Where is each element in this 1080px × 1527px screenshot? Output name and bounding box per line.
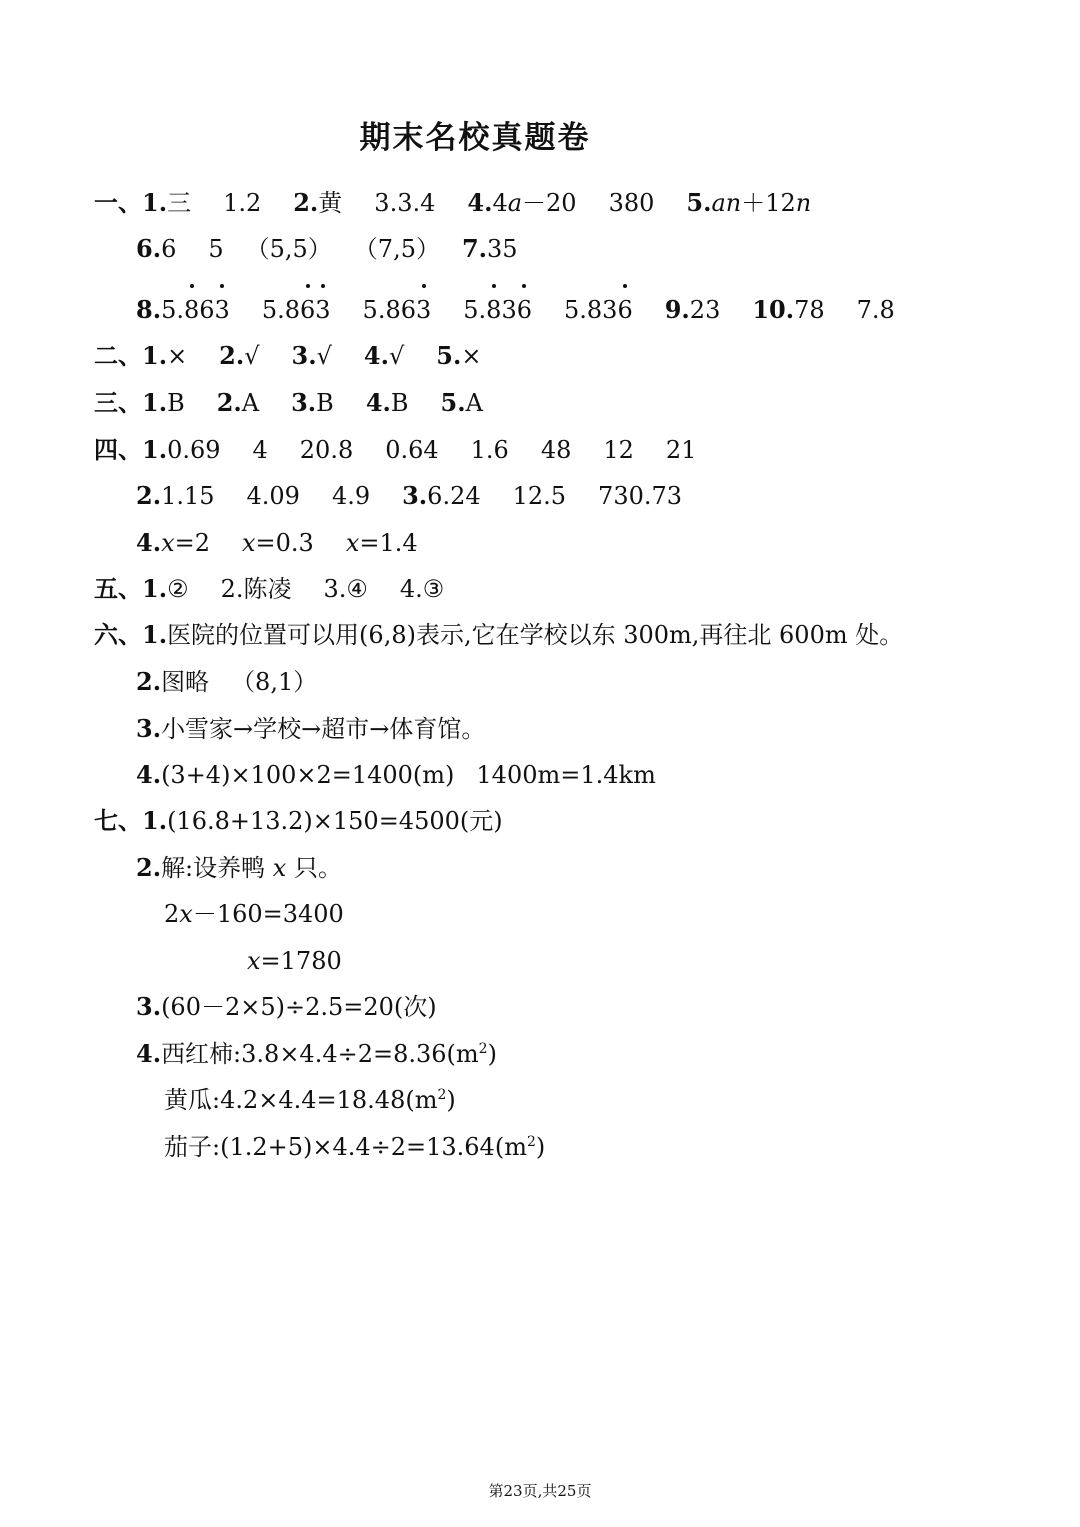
answer: (3+4)×100×2=1400(m) bbox=[161, 761, 455, 789]
q-number: 8. bbox=[136, 295, 162, 324]
answer: 3.④ bbox=[323, 575, 368, 603]
dotted-digit: 8 bbox=[183, 296, 200, 324]
answer: 4 bbox=[492, 189, 508, 217]
section-label: 三、 bbox=[94, 389, 142, 417]
answer: （8,1） bbox=[231, 668, 318, 696]
answer: 小雪家→学校→超市→体育馆。 bbox=[161, 715, 486, 743]
answer: 图略 bbox=[161, 668, 210, 696]
answer-line-6-2 bbox=[136, 666, 317, 698]
answer-line-7-2 bbox=[136, 852, 342, 884]
answer: 5 bbox=[208, 235, 224, 263]
answer: 730.73 bbox=[598, 482, 683, 510]
dotted-digit: 6 bbox=[617, 296, 633, 324]
superscript: 2 bbox=[437, 1087, 447, 1103]
answer-part: 5. bbox=[463, 296, 487, 324]
q-number: 7. bbox=[461, 234, 488, 263]
variable: x bbox=[242, 529, 256, 557]
answer: －20 bbox=[522, 189, 577, 217]
answer-line-4-2 bbox=[136, 480, 682, 512]
answer: 三 bbox=[167, 189, 192, 217]
answer: 4 bbox=[252, 436, 268, 464]
answer-part: 5.8 bbox=[261, 296, 300, 324]
answer: (16.8+13.2)×150=4500(元) bbox=[167, 807, 503, 835]
q-number: 10. bbox=[752, 295, 795, 324]
answer: A bbox=[465, 389, 483, 417]
q-number: 3. bbox=[291, 341, 317, 370]
answer: 4.9 bbox=[331, 482, 371, 510]
answer: 只。 bbox=[293, 854, 342, 882]
q-number: 4. bbox=[136, 760, 162, 789]
answer-line-7-6 bbox=[136, 1038, 497, 1070]
superscript: 2 bbox=[526, 1134, 536, 1150]
answer: ) bbox=[487, 1040, 497, 1068]
section-label: 二、 bbox=[94, 342, 142, 370]
q-number: 5. bbox=[436, 341, 462, 370]
answer: a bbox=[507, 189, 523, 217]
answer: √ bbox=[244, 342, 260, 370]
superscript: 2 bbox=[478, 1041, 488, 1057]
q-number: 6. bbox=[136, 234, 162, 263]
variable: x bbox=[179, 900, 193, 928]
answer: 12.5 bbox=[512, 482, 567, 510]
answer-line-7-4 bbox=[247, 945, 342, 977]
answer: ) bbox=[535, 1133, 546, 1161]
answer-line-7-1 bbox=[94, 805, 503, 837]
answer-part: 5.83 bbox=[564, 296, 618, 324]
answer: （5,5） bbox=[245, 235, 332, 263]
answer-line-6-4 bbox=[136, 759, 656, 791]
answer: 0.69 bbox=[167, 436, 221, 464]
answer: √ bbox=[388, 342, 405, 370]
answer: ② bbox=[167, 575, 189, 603]
answer: B bbox=[316, 389, 334, 417]
q-number: 4. bbox=[363, 341, 389, 370]
answer: 78 bbox=[794, 296, 825, 324]
q-number: 2. bbox=[136, 853, 162, 882]
answer-line-1-1 bbox=[94, 187, 811, 219]
variable: x bbox=[345, 529, 360, 557]
answer-line-6-3 bbox=[136, 713, 485, 745]
answer: 6 bbox=[161, 235, 177, 263]
q-number: 1. bbox=[142, 341, 168, 370]
dotted-digit: 6 bbox=[299, 296, 316, 324]
answer: × bbox=[461, 342, 482, 370]
answer: 2 bbox=[164, 900, 180, 928]
answer: =2 bbox=[174, 529, 210, 557]
answer: （7,5） bbox=[353, 235, 440, 263]
section-label: 七、 bbox=[94, 807, 142, 835]
q-number: 4. bbox=[365, 388, 391, 417]
answer-line-3 bbox=[94, 387, 483, 419]
q-number: 3. bbox=[291, 388, 317, 417]
variable: x bbox=[272, 854, 287, 882]
answer-line-1-3 bbox=[136, 294, 895, 326]
q-number: 1. bbox=[142, 388, 168, 417]
answer: 1400m=1.4km bbox=[476, 761, 656, 789]
answer: =1780 bbox=[260, 947, 342, 975]
q-number: 3. bbox=[136, 992, 162, 1021]
answer-line-6-1 bbox=[94, 619, 903, 651]
q-number: 2. bbox=[219, 341, 245, 370]
answer: 西红柿:3.8×4.4÷2=8.36(m bbox=[161, 1040, 479, 1068]
answer: 48 bbox=[540, 436, 572, 464]
page-footer: 第23页,共25页 bbox=[488, 1482, 592, 1500]
answer: 1.6 bbox=[470, 436, 509, 464]
answer-part: 5. bbox=[161, 296, 184, 324]
q-number: 1. bbox=[142, 806, 168, 835]
answer: 解:设养鸭 bbox=[161, 854, 266, 882]
q-number: 1. bbox=[142, 435, 168, 464]
answer: 黄瓜:4.2×4.4=18.48(m bbox=[164, 1086, 438, 1114]
answer-line-2 bbox=[94, 340, 481, 372]
answer-line-7-7 bbox=[164, 1084, 456, 1116]
answer: B bbox=[390, 389, 409, 417]
answer: n bbox=[795, 189, 812, 217]
answer: 6.24 bbox=[427, 482, 481, 510]
answer-line-4-3 bbox=[136, 527, 418, 559]
dotted-digit: 8 bbox=[486, 296, 502, 324]
answer-line-4-1 bbox=[94, 434, 696, 466]
answer: 4.09 bbox=[246, 482, 300, 510]
answer: 380 bbox=[608, 189, 655, 217]
dotted-digit: 3 bbox=[415, 296, 432, 324]
answer: =1.4 bbox=[359, 529, 418, 557]
q-number: 5. bbox=[440, 388, 466, 417]
answer: 23 bbox=[689, 296, 721, 324]
dotted-digit: 6 bbox=[516, 296, 533, 324]
answer: 3.3.4 bbox=[374, 189, 436, 217]
answer-line-7-5 bbox=[136, 991, 437, 1023]
answer-part: 6 bbox=[199, 296, 215, 324]
answer-line-5 bbox=[94, 573, 444, 605]
answer: 21 bbox=[665, 436, 697, 464]
answer-part: 5.86 bbox=[362, 296, 416, 324]
answer: －160=3400 bbox=[192, 900, 344, 928]
answer: 20.8 bbox=[299, 436, 354, 464]
answer: 1.2 bbox=[223, 189, 262, 217]
q-number: 4. bbox=[467, 188, 493, 217]
q-number: 2. bbox=[293, 188, 319, 217]
answer: ) bbox=[446, 1086, 456, 1114]
q-number: 9. bbox=[664, 295, 690, 324]
q-number: 4. bbox=[136, 1039, 162, 1068]
q-number: 4. bbox=[136, 528, 162, 557]
answer: 0.64 bbox=[385, 436, 439, 464]
answer: 1.15 bbox=[161, 482, 215, 510]
answer: =0.3 bbox=[255, 529, 314, 557]
dotted-digit: 3 bbox=[214, 296, 230, 324]
answer: 7.8 bbox=[856, 296, 895, 324]
dotted-digit: 3 bbox=[315, 296, 331, 324]
answer: 黄 bbox=[318, 189, 343, 217]
answer: A bbox=[241, 389, 260, 417]
answer: 医院的位置可以用(6,8)表示,它在学校以东 300m,再往北 600m 处。 bbox=[167, 621, 904, 649]
section-label: 四、 bbox=[94, 436, 142, 464]
answer-part: 3 bbox=[501, 296, 517, 324]
answer: 茄子:(1.2+5)×4.4÷2=13.64(m bbox=[164, 1133, 527, 1161]
section-label: 一、 bbox=[94, 189, 142, 217]
answer-line-1-2 bbox=[136, 233, 518, 265]
answer-line-7-8 bbox=[164, 1131, 545, 1163]
q-number: 1. bbox=[142, 574, 168, 603]
section-label: 六、 bbox=[94, 621, 142, 649]
answer-line-7-3 bbox=[164, 898, 344, 930]
variable: x bbox=[161, 529, 175, 557]
answer: an bbox=[711, 189, 742, 217]
q-number: 3. bbox=[136, 714, 162, 743]
variable: x bbox=[247, 947, 261, 975]
page-title: 期末名校真题卷 bbox=[359, 120, 591, 156]
answer: B bbox=[167, 389, 185, 417]
q-number: 3. bbox=[402, 481, 428, 510]
q-number: 2. bbox=[136, 667, 162, 696]
q-number: 2. bbox=[136, 481, 162, 510]
answer: (60－2×5)÷2.5=20(次) bbox=[161, 993, 437, 1021]
answer: 35 bbox=[487, 235, 518, 263]
answer: 12 bbox=[603, 436, 634, 464]
answer: √ bbox=[316, 342, 332, 370]
section-label: 五、 bbox=[94, 575, 142, 603]
q-number: 1. bbox=[142, 188, 168, 217]
q-number: 2. bbox=[216, 388, 242, 417]
q-number: 5. bbox=[686, 188, 712, 217]
answer: × bbox=[167, 342, 188, 370]
answer: 2.陈凌 bbox=[220, 575, 292, 603]
answer: ＋12 bbox=[741, 189, 796, 217]
answer: 4.③ bbox=[399, 575, 445, 603]
q-number: 1. bbox=[142, 620, 168, 649]
